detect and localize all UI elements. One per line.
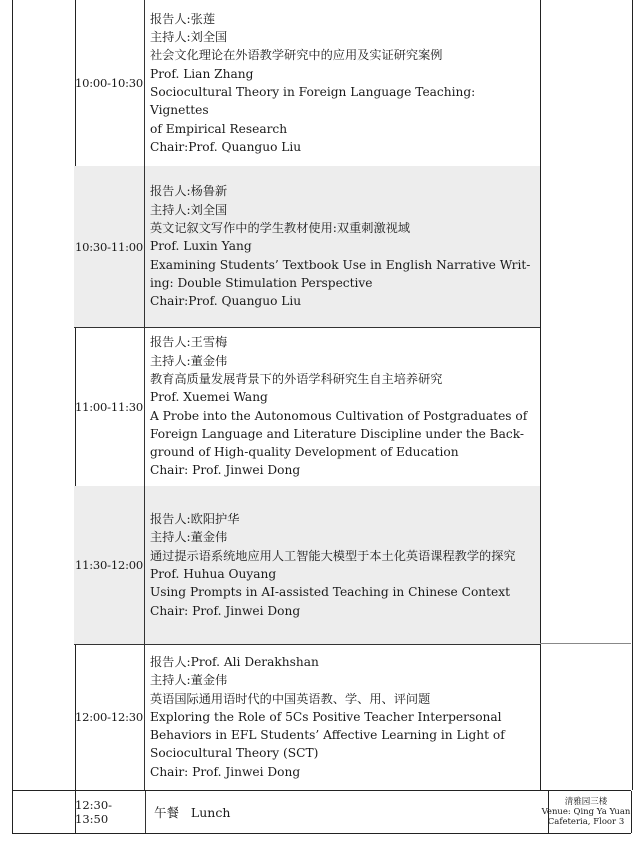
lunch-blank-cell [12, 791, 76, 833]
reporter-cn: 报告人:欧阳护华 [150, 512, 240, 527]
session-row-5 [74, 644, 540, 790]
venue-en-line-2: Cafeteria, Floor 3 [547, 817, 625, 827]
host-cn: 主持人:刘全国 [150, 202, 228, 217]
title-en-line: A Probe into the Autonomous Cultivation of Postgraduates of [150, 408, 528, 423]
speaker-en: Prof. Xuemei Wang [150, 390, 268, 405]
reporter-cn: 报告人:张莲 [150, 11, 216, 26]
title-en-line: Sociocultural Theory (SCT) [150, 746, 319, 761]
left-blank-column [12, 0, 76, 832]
title-en-line: of Empirical Research [150, 121, 288, 136]
session-content [150, 0, 534, 166]
venue-en-line-1: Venue: Qing Ya Yuan [541, 807, 631, 817]
right-venue-column [540, 0, 633, 790]
chair-en: Chair: Prof. Jinwei Dong [150, 764, 301, 779]
host-cn: 主持人:刘全国 [150, 30, 228, 45]
venue-divider [540, 643, 631, 644]
session-row-1 [74, 0, 540, 167]
session-content [150, 327, 534, 486]
host-cn: 主持人:董金伟 [150, 673, 228, 688]
title-en-line: Using Prompts in AI-assisted Teaching in Chinese Context [150, 585, 511, 600]
lunch-label [146, 791, 549, 833]
lunch-time: 12:30-13:50 [75, 791, 146, 833]
session-time: 12:00-12:30 [74, 644, 145, 790]
title-cn: 社会文化理论在外语教学研究中的应用及实证研究案例 [150, 48, 443, 63]
session-content [150, 486, 534, 644]
speaker-en: Prof. Lian Zhang [150, 66, 254, 81]
lunch-row [12, 790, 631, 834]
reporter-cn: 报告人:杨鲁新 [150, 184, 228, 199]
session-time: 10:00-10:30 [74, 0, 145, 166]
title-cn: 英语国际通用语时代的中国英语教、学、用、评问题 [150, 691, 431, 706]
session-row-2 [74, 166, 540, 328]
title-en-line: Examining Students’ Textbook Use in English Narrative Writ- [150, 257, 531, 272]
title-en-line: ground of High-quality Development of Education [150, 445, 459, 460]
title-en-line: ing: Double Stimulation Perspective [150, 275, 373, 290]
title-cn: 英文记叙文写作中的学生教材使用:双重刺激视域 [150, 221, 411, 236]
title-cn: 通过提示语系统地应用人工智能大模型于本土化英语课程教学的探究 [150, 548, 516, 563]
title-cn: 教育高质量发展背景下的外语学科研究生自主培养研究 [150, 371, 443, 386]
reporter-cn: 报告人:王雪梅 [150, 335, 228, 350]
lunch-label-text: 午餐 Lunch [154, 805, 231, 820]
reporter-cn: 报告人:Prof. Ali Derakhshan [150, 654, 319, 669]
session-time: 11:00-11:30 [74, 327, 145, 486]
chair-en: Chair:Prof. Quanguo Liu [150, 139, 302, 154]
session-time: 11:30-12:00 [74, 486, 145, 644]
chair-en: Chair: Prof. Jinwei Dong [150, 603, 301, 618]
title-en-line: Foreign Language and Literature Discipline under the Back- [150, 426, 525, 441]
venue-cn: 清雅园三楼 [564, 797, 608, 807]
title-en-line: Sociocultural Theory in Foreign Language Teaching: Vignettes [150, 85, 476, 118]
session-time: 10:30-11:00 [74, 166, 145, 327]
session-content [150, 644, 534, 790]
host-cn: 主持人:董金伟 [150, 530, 228, 545]
chair-en: Chair:Prof. Quanguo Liu [150, 294, 302, 309]
speaker-en: Prof. Luxin Yang [150, 239, 252, 254]
title-en-line: Exploring the Role of 5Cs Positive Teacher Interpersonal [150, 709, 502, 724]
title-en-line: Behaviors in EFL Students’ Affective Learning in Light of [150, 728, 505, 743]
session-row-4 [74, 486, 540, 645]
chair-en: Chair: Prof. Jinwei Dong [150, 463, 301, 478]
session-content [150, 166, 534, 327]
session-row-3 [74, 327, 540, 487]
lunch-venue [541, 791, 632, 833]
speaker-en: Prof. Huhua Ouyang [150, 567, 277, 581]
host-cn: 主持人:董金伟 [150, 353, 228, 368]
